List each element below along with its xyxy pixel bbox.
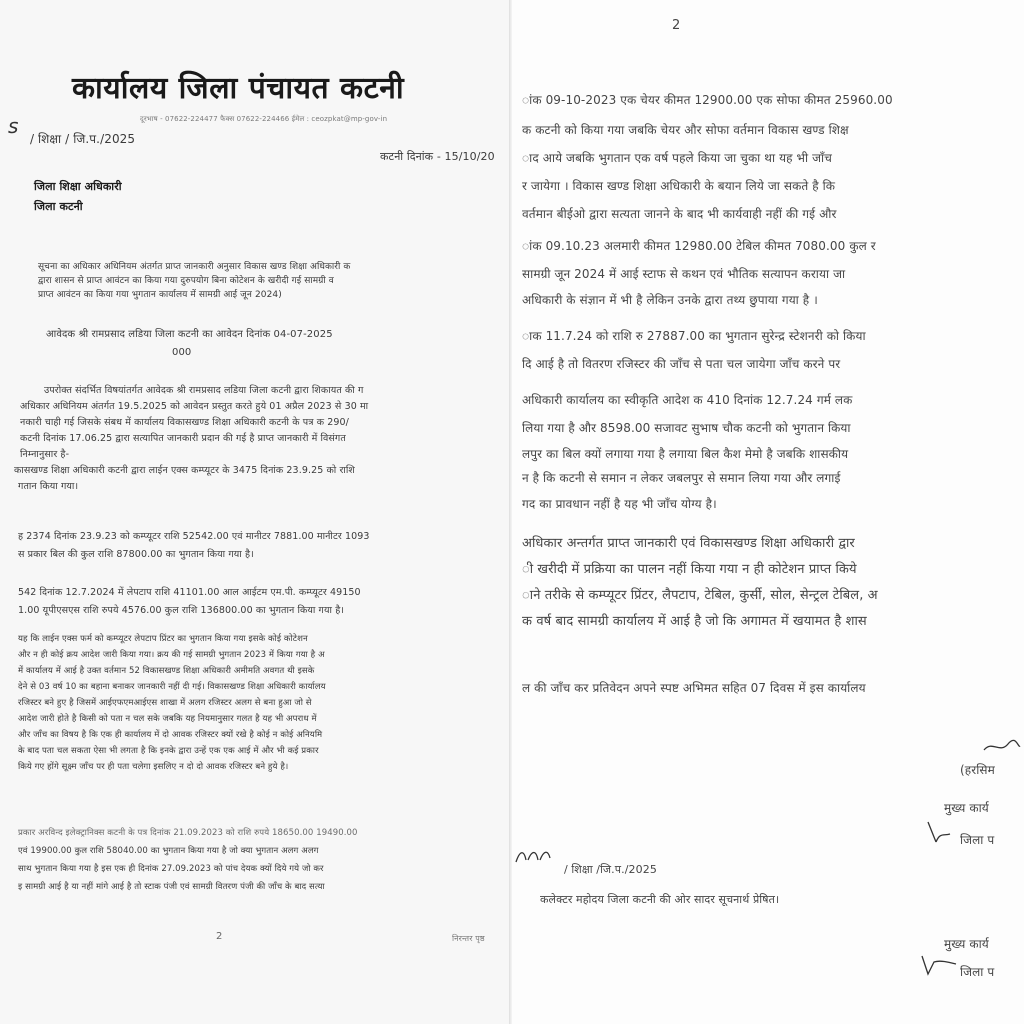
separator: 000 bbox=[172, 347, 192, 358]
text-line: यह कि लाईन एक्स फर्म को कम्प्यूटर लेपटाप प्रिंटर का भुगतान किया गया इसके कोई कोटेशन bbox=[18, 634, 308, 644]
text-line: में कार्यालय में आई है उक्त वर्तमान 52 विकासखण्ड शिक्षा अधिकारी अमीमति अवगत थी इसके bbox=[18, 666, 315, 676]
page-number: 2 bbox=[216, 931, 223, 942]
text-line: वर्तमान बीईओ द्वारा सत्यता जानने के बाद भी कार्यवाही नहीं की गई और bbox=[522, 207, 837, 221]
text-line: ाक 11.7.24 को राशि रु 27887.00 का भुगतान सुरेन्द्र स्टेशनरी को किया bbox=[522, 329, 866, 343]
text-line: क कटनी को किया गया जबकि चेयर और सोफा वर्तमान विकास खण्ड शिक्ष bbox=[522, 123, 849, 137]
signatory-designation: मुख्य कार्य bbox=[944, 801, 989, 815]
text-line: आदेश जारी होते है किसी को पता न चल सके जबकि यह नियमानुसार गलत है यह भी अपराध में bbox=[18, 714, 317, 724]
text-line: रजिस्टर बने हुए है जिसमें आईएफएमआईएस शाखा में अलग रजिस्टर अलग से बना हुआ जो से bbox=[18, 698, 312, 708]
continued-note: निरन्तर पृष्ठ bbox=[452, 934, 485, 943]
text-line: अधिकार अन्तर्गत प्राप्त जानकारी एवं विकासखण्ड शिक्षा अधिकारी द्वार bbox=[522, 536, 855, 551]
text-line: स प्रकार बिल की कुल राशि 87800.00 का भुगतान किया गया है। bbox=[18, 549, 254, 560]
text-line: एवं 19900.00 कुल राशि 58040.00 का भुगतान किया गया है जो क्या भुगतान अलग अलग bbox=[18, 846, 319, 856]
signature-mark bbox=[924, 820, 954, 846]
subject-line: सूचना का अधिकार अधिनियम अंतर्गत प्राप्त जानकारी अनुसार विकास खण्ड शिक्षा अधिकारी क bbox=[38, 262, 351, 272]
text-line: अधिकारी कार्यालय का स्वीकृति आदेश क 410 दिनांक 12.7.24 गर्म लक bbox=[522, 393, 853, 407]
instruction-line: ल की जाँच कर प्रतिवेदन अपने स्पष्ट अभिमत सहित 07 दिवस में इस कार्यालय bbox=[522, 681, 866, 695]
text-line: लपुर का बिल क्यों लगाया गया है लगाया बिल कैश मेमो है जबकि शासकीय bbox=[522, 447, 849, 461]
text-line: उपरोक्त संदर्भित विषयांतर्गत आवेदक श्री रामप्रसाद लडिया जिला कटनी द्वारा शिकायत की ग bbox=[44, 385, 364, 396]
subject-line: प्राप्त आवंटन का किया गया भुगतान कार्यालय में सामग्री आई जून 2024) bbox=[38, 290, 282, 300]
copy-to-line: कलेक्टर महोदय जिला कटनी की ओर सादर सूचनार्थ प्रेषित। bbox=[540, 893, 780, 906]
text-line: इ सामग्री आई है या नहीं मांगे आई है तो स्टाक पंजी एवं सामग्री वितरण पंजी की जाँच के बाद सत्या bbox=[18, 882, 325, 892]
signature-mark bbox=[982, 736, 1022, 756]
handwritten-mark: s bbox=[8, 114, 19, 138]
text-line: और जाँच का विषय है कि एक ही कार्यालय में दो आवक रजिस्टर क्यों रखे है कोई न कोई अनियमि bbox=[18, 730, 323, 740]
text-line: ी खरीदी में प्रक्रिया का पालन नहीं किया गया न ही कोटेशन प्राप्त किये bbox=[522, 562, 857, 577]
reference-number: / शिक्षा / जि.प./2025 bbox=[30, 132, 136, 146]
text-line: साथ भुगतान किया गया है इस एक ही दिनांक 27.09.2023 को पांच देयक क्यों दिये गये जो कर bbox=[18, 864, 324, 874]
contact-line: दूरभाष - 07622-224477 फैक्स 07622-224466 ईमेल : ceozpkat@mp-gov-in bbox=[140, 115, 388, 123]
text-line: दि आई है तो वितरण रजिस्टर की जाँच से पता चल जायेगा जाँच करने पर bbox=[522, 357, 841, 371]
letter-date: कटनी दिनांक - 15/10/20 bbox=[380, 150, 495, 163]
addressee-line-2: जिला कटनी bbox=[34, 200, 83, 213]
text-line: 542 दिनांक 12.7.2024 में लेपटाप राशि 41101.00 आल आईटम एम.पी. कम्प्यूटर 49150 bbox=[18, 587, 361, 598]
text-line: न है कि कटनी से समान न लेकर जबलपुर से समान लिया गया और लगाई bbox=[522, 471, 841, 485]
signatory-designation: मुख्य कार्य bbox=[944, 937, 989, 951]
text-line: अधिकार अधिनियम अंतर्गत 19.5.2025 को आवेदन प्रस्तुत करते हुये 01 अप्रैल 2023 से 30 मा bbox=[20, 401, 369, 412]
text-line: देने से 03 वर्ष 10 का बहाना बनाकर जानकारी नहीं दी गई। विकासखण्ड शिक्षा अधिकारी कार्यालय bbox=[18, 682, 326, 692]
text-line: निम्नानुसार है- bbox=[20, 449, 70, 460]
text-line: कासखण्ड शिक्षा अधिकारी कटनी द्वारा लाईन एक्स कम्प्यूटर के 3475 दिनांक 23.9.25 को राशि bbox=[14, 465, 355, 476]
office-title: कार्यालय जिला पंचायत कटनी bbox=[72, 71, 405, 106]
text-line: र जायेगा । विकास खण्ड शिक्षा अधिकारी के बयान लिये जा सकते है कि bbox=[522, 179, 836, 193]
signature-mark bbox=[918, 952, 958, 978]
text-line: ांक 09-10-2023 एक चेयर कीमत 12900.00 एक सोफा कीमत 25960.00 bbox=[522, 93, 893, 107]
text-line: गतान किया गया। bbox=[18, 481, 79, 492]
text-line: ाने तरीके से कम्प्यूटर प्रिंटर, लैपटाप, टेबिल, कुर्सी, सोल, सेन्ट्रल टेबिल, अ bbox=[522, 588, 878, 603]
signatory-office: जिला प bbox=[960, 833, 995, 847]
text-line: 1.00 यूपीएसएस राशि रुपये 4576.00 कुल राशि 136800.00 का भुगतान किया गया है। bbox=[18, 605, 345, 616]
reference-line: आवेदक श्री रामप्रसाद लडिया जिला कटनी का आवेदन दिनांक 04-07-2025 bbox=[46, 329, 333, 340]
text-line: ह 2374 दिनांक 23.9.23 को कम्प्यूटर राशि 52542.00 एवं मानीटर 7881.00 मानीटर 1093 bbox=[18, 531, 370, 542]
text-line: और न ही कोई क्रय आदेश जारी किया गया। क्रय की गई सामग्री भुगतान 2023 में किया गया है अ bbox=[18, 650, 325, 660]
signatory-name: (हरसिम bbox=[960, 763, 995, 777]
handwritten-initial bbox=[512, 844, 552, 868]
text-line: ाद आये जबकि भुगतान एक वर्ष पहले किया जा चुका था यह भी जाँच bbox=[522, 151, 832, 165]
subject-line: द्वारा शासन से प्राप्त आवंटन का किया गया दुरुपयोग बिना कोटेशन के खरीदी गई सामग्री व bbox=[38, 276, 334, 286]
text-line: क वर्ष बाद सामग्री कार्यालय में आई है जो कि अगामत में खयामत है शास bbox=[522, 614, 867, 629]
text-line: गद का प्रावधान नहीं है यह भी जाँच योग्य है। bbox=[522, 497, 717, 511]
text-line: सामग्री जून 2024 में आई स्टाफ से कथन एवं भौतिक सत्यापन कराया जा bbox=[522, 267, 846, 281]
text-line: कटनी दिनांक 17.06.25 द्वारा सत्यापित जानकारी प्रदान की गई है प्राप्त जानकारी में विसंगत bbox=[20, 433, 346, 444]
text-line: किये गए होंगे सूक्ष्म जाँच पर ही पता चलेगा इसलिए न दो दो आवक रजिस्टर बने हुये है। bbox=[18, 762, 289, 772]
addressee-line-1: जिला शिक्षा अधिकारी bbox=[34, 180, 122, 193]
text-line: ांक 09.10.23 अलमारी कीमत 12980.00 टेबिल कीमत 7080.00 कुल र bbox=[522, 239, 876, 253]
text-line: अधिकारी के संज्ञान में भी है लेकिन उनके द्वारा तथ्य छुपाया गया है । bbox=[522, 293, 818, 307]
text-line: लिया गया है और 8598.00 सजावट सुभाष चौक कटनी को भुगतान किया bbox=[522, 421, 851, 435]
reference-number: / शिक्षा /जि.प./2025 bbox=[564, 863, 657, 876]
text-line: के बाद पता चल सकता ऐसा भी लगता है कि इनके द्वारा उन्हें एक एक आई में और भी कई प्रकार bbox=[18, 746, 319, 756]
right-page bbox=[512, 0, 1024, 1024]
signatory-office: जिला प bbox=[960, 965, 995, 979]
page-number: 2 bbox=[672, 18, 681, 33]
text-line: नकारी चाही गई जिसके संबध में कार्यालय विकासखण्ड शिक्षा अधिकारी कटनी के पत्र क 290/ bbox=[20, 417, 349, 428]
text-line: प्रकार अरविन्द इलेक्ट्रानिक्स कटनी के पत्र दिनांक 21.09.2023 को राशि रुपये 18650.00 19490.00 bbox=[18, 828, 358, 838]
